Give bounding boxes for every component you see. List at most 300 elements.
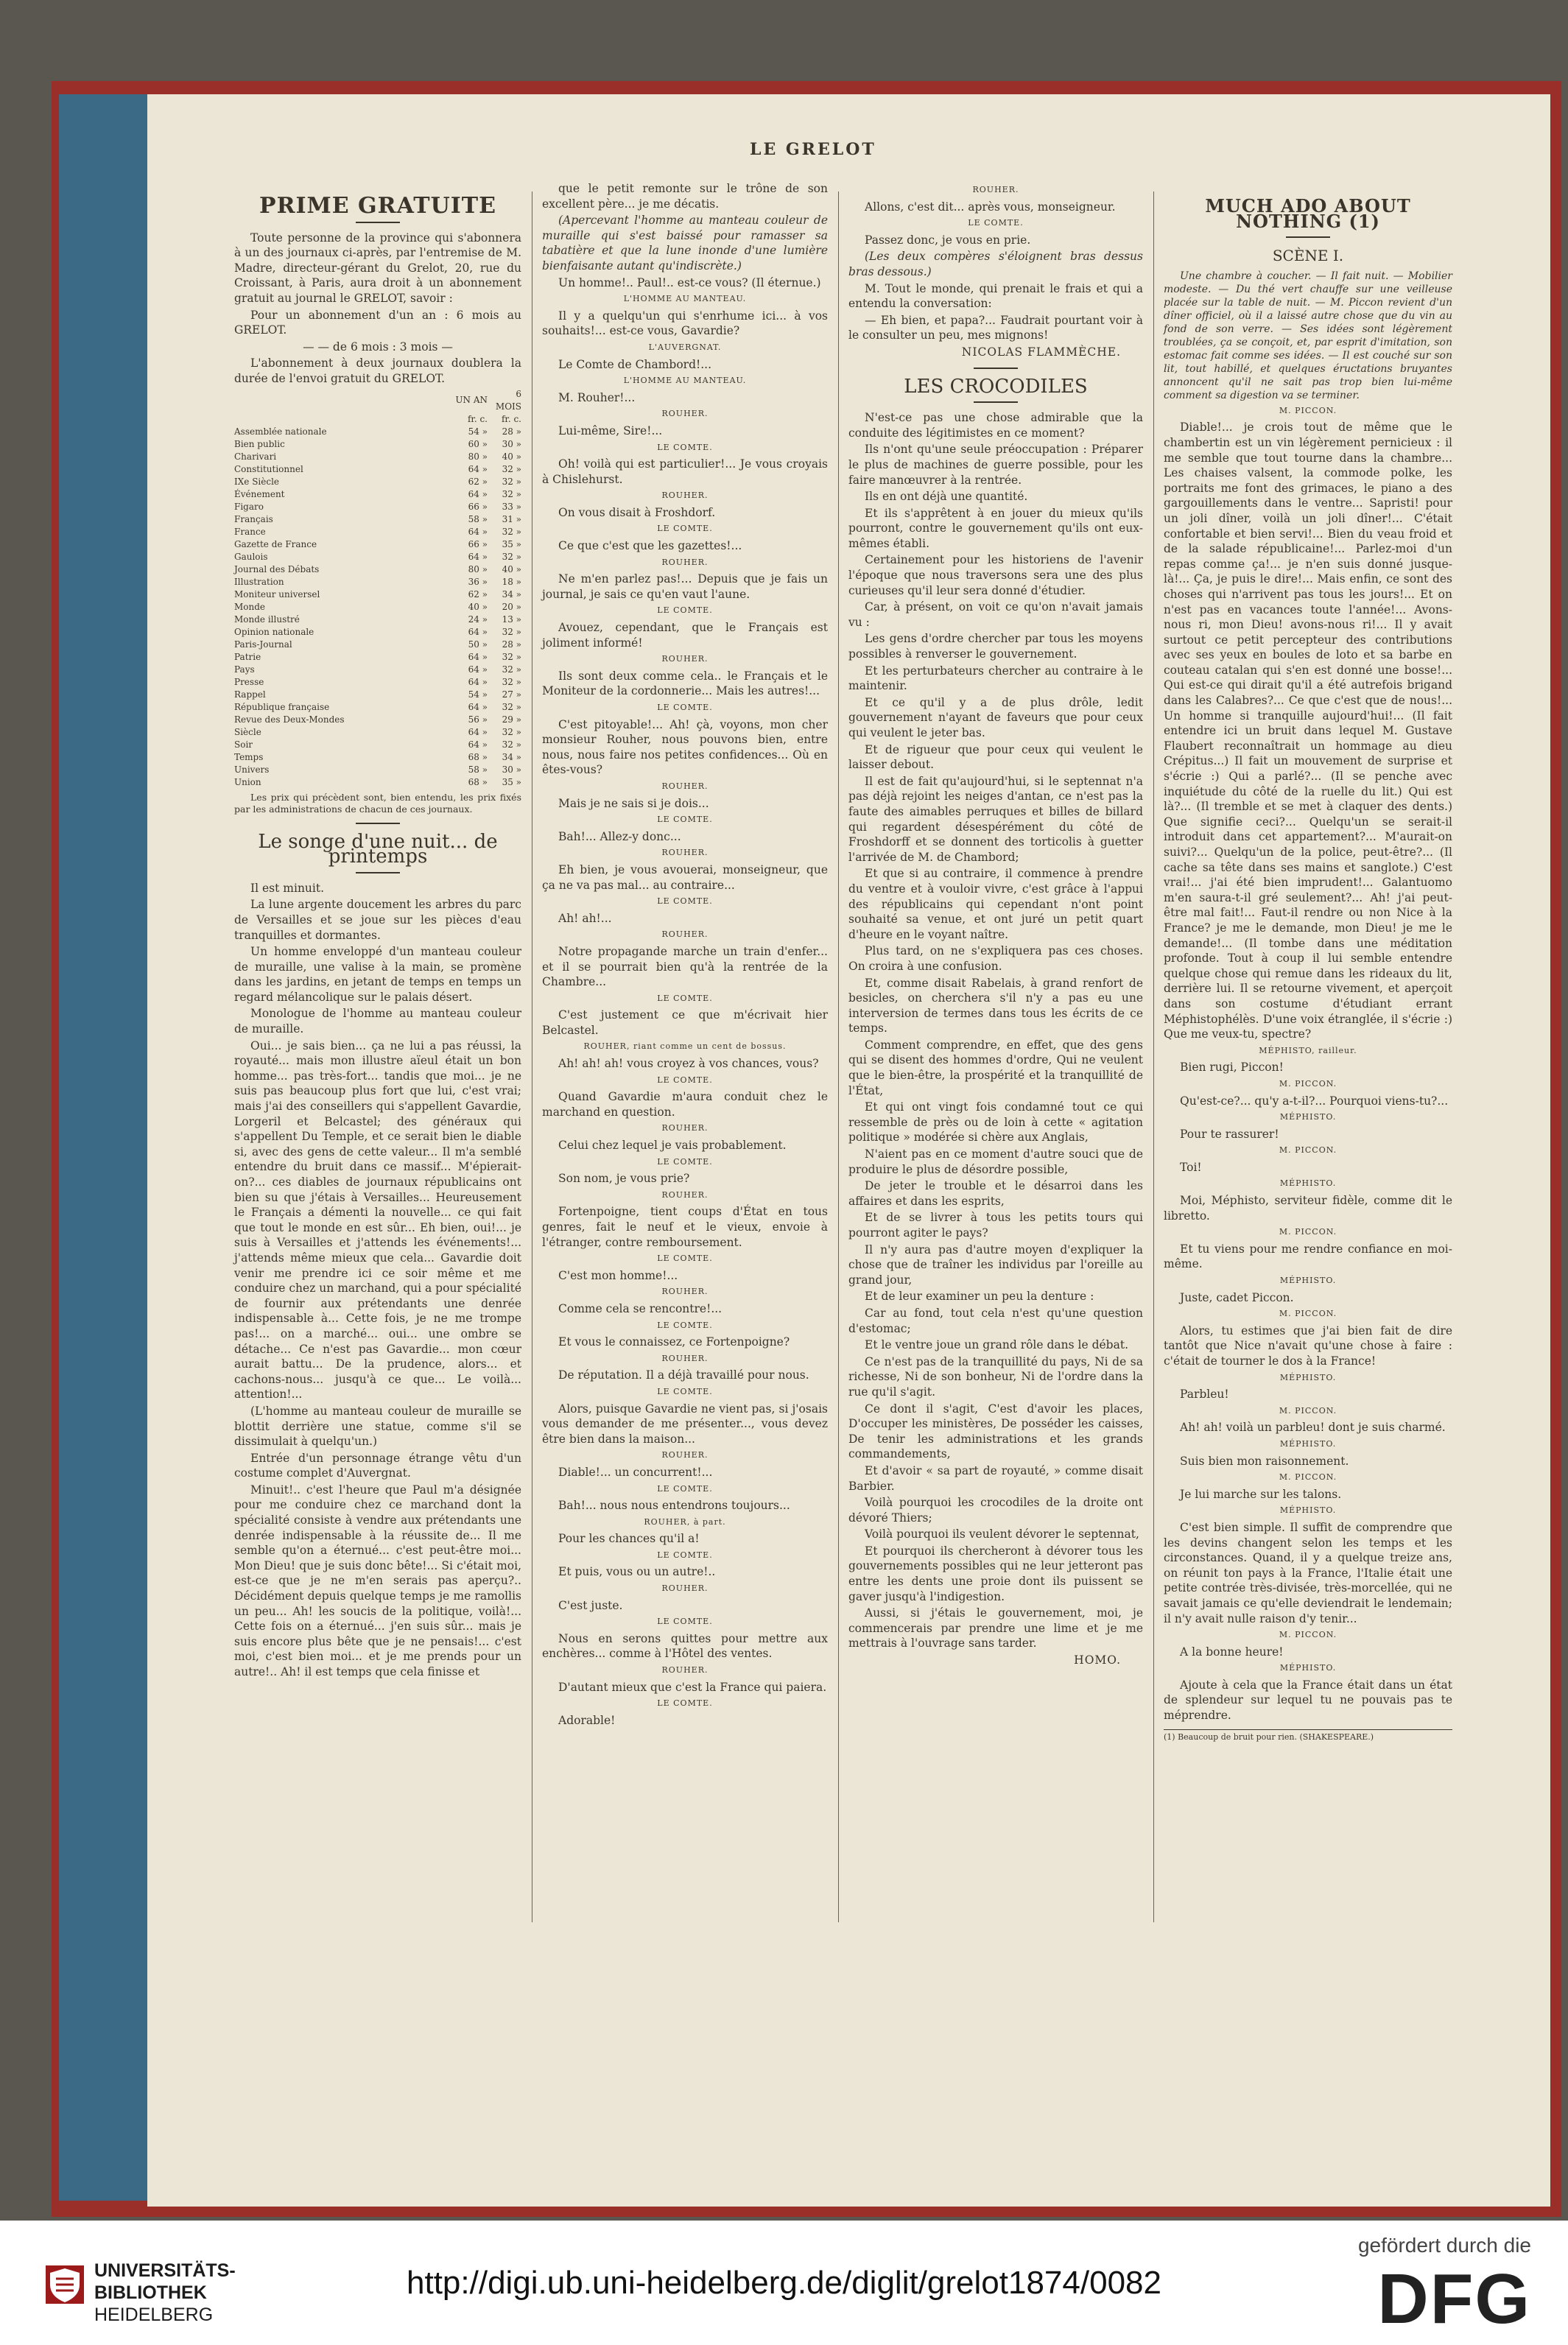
price-year: 80 » (468, 563, 488, 574)
signature: NICOLAS FLAMMÈCHE. (961, 345, 1121, 359)
prime-intro: Toute personne de la province qui s'abonnera à un des journaux ci-après, par l'entremise de M. Madre, directeur-gérant du Grelot, 20, rue du Croissant, à Paris, aura droit à un abonnement gratuit au journal le GRELOT, savoir : (234, 231, 521, 305)
speaker-name: MÉPHISTO. (1279, 1178, 1337, 1189)
speaker-name: ROUHER. (661, 929, 709, 940)
speaker-name: ROUHER, riant comme un cent de bossus. (583, 1041, 787, 1052)
paragraph: N'est-ce pas une chose admirable que la conduite des légitimistes en ce moment? (848, 411, 1143, 440)
unit-half: fr. c. (501, 413, 521, 424)
text-line: C'est mon homme!... (558, 1268, 678, 1282)
paragraph: Et le ventre joue un grand rôle dans le débat. (865, 1338, 1128, 1352)
paragraph: Certainement pour les historiens de l'avenir l'époque que nous traversons sera une des plus curieuses qu'il leur sera donné d'étudier. (848, 553, 1143, 597)
price-year: 58 » (468, 764, 488, 775)
speaker-name: MÉPHISTO. (1279, 1276, 1337, 1286)
text-line: C'est justement ce que m'écrivait hier Belcastel. (542, 1008, 828, 1037)
price-year: 64 » (468, 726, 488, 737)
much-ado-body (1164, 404, 1452, 1723)
price-year: 64 » (468, 701, 488, 712)
divider (1286, 236, 1330, 238)
text-line: Toi! (1180, 1160, 1202, 1174)
paragraph: N'aient pas en ce moment d'autre souci que de produire le plus de désordre possible, (848, 1147, 1143, 1176)
journal-name: Événement (234, 488, 285, 499)
speaker-name: LE COMTE. (657, 896, 713, 907)
journal-row (234, 739, 521, 751)
col-header-year: UN AN (455, 395, 488, 406)
speaker-name: ROUHER. (661, 1450, 709, 1460)
paragraph: Voilà pourquoi ils veulent dévorer le septennat, (865, 1527, 1139, 1541)
price-half: 40 » (502, 451, 521, 462)
speaker-name: LE COMTE. (657, 1075, 713, 1085)
price-half: 32 » (502, 626, 521, 637)
text-line: Quand Gavardie m'aura conduit chez le marchand en question. (542, 1090, 828, 1119)
price-year: 50 » (468, 639, 488, 650)
speaker-name: ROUHER. (661, 1123, 709, 1133)
price-year: 40 » (468, 601, 488, 612)
speaker-name: ROUHER. (661, 848, 709, 858)
price-year: 54 » (468, 426, 488, 437)
text-line: Mais je ne sais si je dois... (558, 796, 709, 810)
speaker-name: MÉPHISTO. (1279, 1663, 1337, 1673)
marbled-board (59, 94, 147, 2201)
price-year: 60 » (468, 438, 488, 449)
speaker-name: MÉPHISTO. (1279, 1112, 1337, 1122)
text-line: Parbleu! (1180, 1388, 1229, 1402)
speaker-name: ROUHER. (972, 185, 1019, 194)
speaker-name: LE COMTE. (657, 1386, 713, 1396)
text-line: Diable!... je crois tout de même que le chambertin est un vin légèrement pernicieux : il me semble que tout tourne dans la chambre... Les chaises valsent, la commode polke, les portraits me font des grimaces, le piano a des gargouillements dans le ventre... Sapristi! pour un joli dîner, voilà un joli dîner!... C'était confortable et bien servi!... Bien du veau froid et de la salade républicaine!... Parlez-moi d'un repas comme ça!... je n'en suis donné jusque-là!... Ça, je puis le dire!... Mais enfin, ce sont des choses qui n'arrivent pas tous les jours!... Et on n'est pas en vacances toute l'année!... Avons-nous ri, mon Dieu! avons-nous ri!... Il y avait surtout ce petit percepteur des contributions avec ses yeux en boules de loto et sa barbe en couteau catalan qui s'en est donné une bosse!... Qui est-ce qui dirait qu'il a été autrefois brigand dans les Calabres?... Ce que c'est que de nous!... Un homme si tranquille aujourd'hui!... (Il fait entendre ici un bruit dans lequel M. Gustave Flaubert reconnaîtrait un hommage au dieu Crépitus...) Il fait un mouvement de surprise et s'écrie :) Qui a parlé?... (Il se penche avec inquiétude du côté de la ruelle du lit.) Qui est là?... (Il tremble et se met à claquer des dents.) Que signifie ceci?... Quelqu'un se serait-il introduit dans cet appartement?... M'aurait-on suivi?... Quelqu'un de la police, peut-être?... (Il cache sa tête dans ses mains et sanglote.) C'est vrai!... j'ai été bien imprudent!... Galantuomo m'en saura-t-il gré seulement?... Ah! j'ai peut-être mal fait!... Faut-il rendre ou non Nice à la France? je me le demande, mon Dieu! je me le demande!... (Il tombe dans une méditation profonde. Tout à coup il lui semble entendre quelque chose qui remue dans les rideaux du lit, derrière lui. Il se retourne vivement, et aperçoit dans son costume d'étudiant errant Méphistophélès. D'une voix étranglée, il s'écrie :) Que me veux-tu, spectre? (1164, 421, 1452, 1041)
speaker-name: ROUHER. (661, 781, 709, 791)
page-content (234, 140, 1530, 2179)
price-year: 64 » (468, 488, 488, 499)
journal-row (234, 576, 521, 588)
songe-body (234, 881, 521, 1680)
price-year: 64 » (468, 739, 488, 750)
footnote: (1) Beaucoup de bruit pour rien. (SHAKESPEARE.) (1164, 1729, 1452, 1743)
paragraph: Et pourquoi ils chercheront à dévorer tous les gouvernements possibles qui ne leur jetteront pas entre les dents une proie dont ils puissent se gaver jusqu'à l'indigestion. (848, 1544, 1143, 1603)
speaker-name: LE COMTE. (657, 1156, 713, 1167)
speaker-name: ROUHER. (661, 1583, 709, 1594)
paragraph: Ce dont il s'agit, C'est d'avoir les places, D'occuper les ministères, De posséder les caisses, De tenir les administrations et les grands commandements, (848, 1402, 1143, 1461)
speaker-name: LE COMTE. (657, 815, 713, 825)
dialogue-end (848, 183, 1143, 343)
journal-row (234, 476, 521, 488)
price-half: 32 » (502, 551, 521, 562)
text-line: Comme cela se rencontre!... (558, 1301, 723, 1315)
journal-name: Assemblée nationale (234, 426, 327, 437)
text-line: Bien rugi, Piccon! (1180, 1061, 1284, 1075)
paragraph: La lune argente doucement les arbres du parc de Versailles et se joue sur les pièces d'eau tranquilles et dormantes. (234, 898, 521, 942)
text-line: Ajoute à cela que la France était dans un état de splendeur sur lequel tu ne pouvais pas te méprendre. (1164, 1678, 1452, 1723)
journal-name: Opinion nationale (234, 626, 314, 637)
speaker-name: L'HOMME AU MANTEAU. (623, 294, 747, 304)
journal-name: Monde (234, 601, 266, 612)
text-line: Adorable! (558, 1713, 616, 1727)
price-half: 32 » (502, 488, 521, 499)
price-half: 28 » (502, 639, 521, 650)
paragraph: Il est minuit. (250, 881, 325, 895)
paragraph: Et qui ont vingt fois condamné tout ce qui ressemble de près ou de loin à cette « agitation politique » modérée si chère aux Anglais, (848, 1100, 1143, 1145)
price-half: 33 » (502, 501, 521, 512)
text-line: Diable!... un concurrent!... (558, 1465, 713, 1479)
journal-row (234, 588, 521, 601)
text-line: Suis bien mon raisonnement. (1180, 1454, 1349, 1468)
text-line: De réputation. Il a déjà travaillé pour nous. (558, 1368, 809, 1382)
text-line: C'est juste. (558, 1598, 623, 1612)
text-line: Eh bien, je vous avouerai, monseigneur, que ça ne va pas mal... au contraire... (542, 862, 828, 892)
journal-name: Union (234, 776, 261, 787)
text-line: Lui-même, Sire!... (558, 423, 663, 437)
journal-row (234, 451, 521, 463)
text-line: Ah! ah! voilà un parbleu! dont je suis charmé. (1180, 1421, 1446, 1435)
journal-row (234, 751, 521, 764)
text-line: D'autant mieux que c'est la France qui paiera. (558, 1680, 827, 1694)
journal-row (234, 626, 521, 639)
journal-name: Bien public (234, 438, 285, 449)
text-line: Un homme!.. Paul!.. est-ce vous? (Il éternue.) (558, 275, 821, 289)
journal-name: Journal des Débats (234, 563, 320, 574)
journal-row (234, 488, 521, 501)
paragraph: Et d'avoir « sa part de royauté, » comme disait Barbier. (848, 1463, 1143, 1493)
price-half: 32 » (502, 526, 521, 537)
price-year: 62 » (468, 588, 488, 600)
paragraph: Et que si au contraire, il commence à prendre du ventre et à vouloir vivre, c'est grâce à l'appui des républicains qui cependant n'ont point souhaité sa venue, et ont juré un petit quart d'heure en le voyant naître. (848, 867, 1143, 941)
price-half: 31 » (502, 513, 521, 524)
column-rule (838, 191, 839, 1922)
paragraph: Ils en ont déjà une quantité. (865, 490, 1028, 504)
permalink[interactable]: http://digi.ub.uni-heidelberg.de/diglit/grelot1874/0082 (407, 2265, 1161, 2301)
journal-row (234, 676, 521, 689)
speaker-name: ROUHER. (661, 1287, 709, 1297)
text-line: Celui chez lequel je vais probablement. (558, 1139, 787, 1153)
price-half: 32 » (502, 676, 521, 687)
text-line: On vous disait à Froshdorf. (558, 505, 716, 519)
speaker-name: LE COMTE. (657, 1698, 713, 1709)
text-line: M. Tout le monde, qui prenait le frais et qui a entendu la conversation: (848, 281, 1143, 311)
paragraph: Car au fond, tout cela n'est qu'une question d'estomac; (848, 1306, 1143, 1335)
price-year: 64 » (468, 626, 488, 637)
price-year: 68 » (468, 751, 488, 762)
text-line: Je lui marche sur les talons. (1180, 1487, 1342, 1501)
price-table (234, 388, 521, 789)
scene-title: SCÈNE I. (1272, 247, 1344, 265)
price-year: 62 » (468, 476, 488, 487)
price-year: 64 » (468, 526, 488, 537)
speaker-name: LE COMTE. (657, 993, 713, 1003)
price-half: 13 » (502, 614, 521, 625)
paragraph: Monologue de l'homme au manteau couleur de muraille. (234, 1007, 521, 1036)
journal-row (234, 776, 521, 789)
column-3 (848, 181, 1143, 1668)
songe-title: Le songe d'une nuit... de printemps (258, 830, 498, 868)
text-line: Bah!... nous nous entendrons toujours... (558, 1499, 790, 1513)
price-half: 32 » (502, 664, 521, 675)
price-half: 32 » (502, 651, 521, 662)
price-year: 66 » (468, 501, 488, 512)
price-half: 29 » (502, 714, 521, 725)
journal-row (234, 664, 521, 676)
journal-name: Moniteur universel (234, 588, 320, 600)
col-header-half: 6 MOIS (495, 388, 521, 412)
speaker-name: M. PICCON. (1279, 1309, 1337, 1319)
speaker-name: MÉPHISTO, railleur. (1259, 1045, 1357, 1055)
journal-row (234, 426, 521, 438)
journal-name: Figaro (234, 501, 264, 512)
text-line: Ah! ah! ah! vous croyez à vos chances, vous? (558, 1057, 819, 1071)
journal-name: Charivari (234, 451, 277, 462)
divider (974, 401, 1018, 403)
text-line: Passez donc, je vous en prie. (865, 233, 1031, 247)
text-line: Ne m'en parlez pas!... Depuis que je fais un journal, je sais ce qu'en vaut l'aune. (542, 572, 828, 601)
price-half: 30 » (502, 764, 521, 775)
price-year: 64 » (468, 463, 488, 474)
text-line: Qu'est-ce?... qu'y a-t-il?... Pourquoi viens-tu?... (1180, 1094, 1449, 1108)
uni-name-line2: BIBLIOTHEK (94, 2282, 207, 2303)
speaker-name: LE COMTE. (657, 1550, 713, 1560)
text-line: que le petit remonte sur le trône de son excellent père... je me décatis. (542, 182, 828, 211)
journal-row (234, 601, 521, 614)
journal-row (234, 701, 521, 714)
paragraph: Entrée d'un personnage étrange vêtu d'un costume complet d'Auvergnat. (234, 1451, 521, 1480)
text-line: (Apercevant l'homme au manteau couleur de muraille qui s'est baissé pour ramasser sa tabatière et que la lune inonde d'une lumière bienfaisante autant qu'indiscrète.) (542, 214, 828, 273)
journal-name: IXe Siècle (234, 476, 280, 487)
speaker-name: M. PICCON. (1279, 1405, 1337, 1416)
price-year: 36 » (468, 576, 488, 587)
paragraph: Et de leur examiner un peu la denture : (865, 1290, 1094, 1304)
journal-name: Revue des Deux-Mondes (234, 714, 345, 725)
price-half: 30 » (502, 438, 521, 449)
uni-name-line3: HEIDELBERG (94, 2304, 214, 2325)
viewer-footer (0, 2221, 1568, 2345)
speaker-name: MÉPHISTO. (1279, 1505, 1337, 1516)
speaker-name: ROUHER. (661, 491, 709, 501)
text-line: Allons, c'est dit... après vous, monseigneur. (865, 200, 1116, 214)
price-year: 54 » (468, 689, 488, 700)
journal-row (234, 551, 521, 563)
journal-name: Siècle (234, 726, 261, 737)
speaker-name: M. PICCON. (1279, 1472, 1337, 1483)
text-line: Alors, tu estimes que j'ai bien fait de dire tantôt que Nice n'avait qu'une chose à faire : c'était de tourner le dos à la France! (1164, 1323, 1452, 1368)
paragraph: Plus tard, on ne s'expliquera pas ces choses. On croira à une confusion. (848, 944, 1143, 973)
journal-name: République française (234, 701, 330, 712)
speaker-name: L'HOMME AU MANTEAU. (623, 376, 747, 386)
text-line: Juste, cadet Piccon. (1180, 1290, 1294, 1304)
column-1 (234, 191, 521, 1681)
paragraph: Et ils s'apprêtent à en jouer du mieux qu'ils pourront, contre le gouvernement qu'ils ont eux-mêmes établi. (848, 506, 1143, 550)
journal-name: Rappel (234, 689, 266, 700)
price-year: 80 » (468, 451, 488, 462)
text-line: Alors, puisque Gavardie ne vient pas, si j'osais vous demander de me présenter..., vous devez être bien dans la maison... (542, 1402, 828, 1446)
journal-row (234, 526, 521, 538)
text-line: Ils sont deux comme cela.. le Français et le Moniteur de la cordonnerie... Mais les autres!... (542, 669, 828, 698)
text-line: Et tu viens pour me rendre confiance en moi-même. (1164, 1242, 1452, 1271)
column-rule (1153, 191, 1154, 1922)
journal-name: Pays (234, 664, 255, 675)
journal-row (234, 651, 521, 664)
journal-row (234, 513, 521, 526)
journal-row (234, 438, 521, 451)
stage-direction: Une chambre à coucher. — Il fait nuit. — Mobilier modeste. — Du thé vert chauffe sur une veilleuse placée sur la table de nuit. — M. Piccon revient d'un dîner officiel, où il a laissé autre chose que du vin au fond de son verre. — Ses idées sont légèrement troublées, ça se conçoit, et, par esprit d'imitation, son estomac fait comme ses idées. — Il est couché sur son lit, tout habillé, et quelques éructations bruyantes annoncent qu'il ne sait pas trop bien lui-même comment sa digestion va se terminer. (1164, 270, 1452, 401)
journal-name: Gaulois (234, 551, 268, 562)
price-year: 68 » (468, 776, 488, 787)
journal-row (234, 689, 521, 701)
column-2 (542, 181, 828, 1729)
price-year: 64 » (468, 651, 488, 662)
speaker-name: ROUHER. (661, 557, 709, 567)
paragraph: De jeter le trouble et le désarroi dans les affaires et dans les esprits, (848, 1179, 1143, 1208)
price-half: 28 » (502, 426, 521, 437)
paragraph: Et de se livrer à tous les petits tours qui pourront agiter le pays? (848, 1211, 1143, 1240)
signature: HOMO. (1074, 1653, 1121, 1667)
text-line: Avouez, cependant, que le Français est joliment informé! (542, 621, 828, 650)
speaker-name: LE COMTE. (657, 703, 713, 712)
price-half: 32 » (502, 739, 521, 750)
text-line: — Eh bien, et papa?... Faudrait pourtant voir à le consulter un peu, mes mignons! (848, 313, 1143, 342)
speaker-name: ROUHER. (661, 1353, 709, 1363)
price-header-row (234, 388, 521, 413)
journal-name: France (234, 526, 266, 537)
divider (356, 222, 400, 223)
price-half: 34 » (502, 751, 521, 762)
journal-row (234, 538, 521, 551)
paragraph: Et ce qu'il y a de plus drôle, ledit gouvernement n'ayant de faveurs que pour ceux qui veulent le jeter bas. (848, 695, 1143, 739)
text-line: C'est pitoyable!... Ah! çà, voyons, mon cher monsieur Rouher, nous pouvons bien, entre nous, nous faire nos petites confidences... Où en êtes-vous? (542, 717, 828, 777)
speaker-name: M. PICCON. (1279, 1078, 1337, 1089)
journal-name: Français (234, 513, 273, 524)
journal-name: Presse (234, 676, 264, 687)
text-line: M. Rouher!... (558, 390, 636, 404)
paragraph: Et, comme disait Rabelais, à grand renfort de besicles, on cherchera s'il n'y a pas eu une interversion de termes dans tous les écrits de ce temps. (848, 976, 1143, 1036)
paragraph: (L'homme au manteau couleur de muraille se blottit derrière une statue, comme s'il se dissimulait à quelqu'un.) (234, 1404, 521, 1449)
text-line: Ah! ah!... (558, 911, 612, 925)
price-year: 24 » (468, 614, 488, 625)
speaker-name: M. PICCON. (1279, 1630, 1337, 1640)
unit-year: fr. c. (467, 413, 488, 424)
speaker-name: LE COMTE. (657, 524, 713, 534)
journal-row (234, 563, 521, 576)
paragraph: Et les perturbateurs chercher au contraire à le maintenir. (848, 664, 1143, 693)
paragraph: Oui... je sais bien... ça ne lui a pas réussi, la royauté... mais mon illustre aïeul était un bon homme... pas très-fort... tandis que moi... je ne suis pas beaucoup plus fort que lui, c'est vrai; mais j'ai des conseillers qui s'appellent Gavardie, Lorgeril et Belcastel; des généraux qui s'appellent Du Temple, et ce serait bien le diable si, avec des gens de cette valeur... Il m'a semblé entendre du bruit dans ce massif... M'épierait-on?... ces diables de journaux républicains ont bien su que j'étais à Versailles... Heureusement le Français a démenti la nouvelle... ce qui fait que tout le monde en est sûr... Eh bien, oui!... je suis à Versailles et j'attends les événements!... j'attends même mieux que cela... Gavardie doit venir me prendre ici ce soir même et me conduire chez un marchand, qui a pour spécialité de fournir aux prétendants une denrée indispensable à... Cette fois, je ne me trompe pas!... on a marché... oui... une ombre se détache... Ce n'est pas Gavardie... mon cœur aurait battu... De la prudence, alors... et cachons-nous... jusqu'à ce que... Le voilà... attention!... (234, 1038, 521, 1402)
speaker-name: LE COMTE. (657, 605, 713, 616)
text-line: Oh! voilà qui est particulier!... Je vous croyais à Chislehurst. (542, 457, 828, 486)
newspaper-page (147, 94, 1550, 2207)
sponsor-text: gefördert durch die (1357, 2234, 1531, 2257)
paragraph: Voilà pourquoi les crocodiles de la droite ont dévoré Thiers; (848, 1496, 1143, 1525)
prime-offer-half: — — de 6 mois : 3 mois — (303, 340, 453, 354)
price-half: 32 » (502, 463, 521, 474)
uni-name-line1: UNIVERSITÄTS- (94, 2260, 236, 2281)
speaker-name: ROUHER, à part. (644, 1516, 726, 1527)
prime-title: PRIME GRATUITE (259, 193, 496, 219)
much-ado-title: MUCH ADO ABOUT NOTHING (1) (1205, 195, 1411, 232)
text-line: Son nom, je vous prie? (558, 1172, 690, 1186)
text-line: Le Comte de Chambord!... (558, 357, 712, 371)
journal-row (234, 614, 521, 626)
crocodiles-body (848, 410, 1143, 1651)
dfg-logo: DFG (1377, 2260, 1531, 2338)
price-half: 40 » (502, 563, 521, 574)
speaker-name: LE COMTE. (657, 1483, 713, 1494)
journal-name: Gazette de France (234, 538, 317, 549)
paragraph: Minuit!.. c'est l'heure que Paul m'a désignée pour me conduire chez ce marchand dont la spécialité consiste à vendre aux prétendants une denrée indispensable à la réussite de... Il me semble qu'on a éternué... c'est peut-être moi... Mon Dieu! que je suis donc bête!... Si c'était moi, est-ce que je ne m'en serais pas aperçu?.. Décidément depuis quelque temps je me ramollis un peu... Ah! les soucis de la politique, voilà!... Cette fois on a éternué... j'en suis sûr... mais je suis encore plus bête que je ne pensais!... c'est moi, c'est bien moi... et je me prends pour un autre!.. Ah! il est temps que cela finisse et (234, 1483, 521, 1678)
paragraph: Ce n'est pas de la tranquillité du pays, Ni de sa richesse, Ni de son bonheur, Ni de l'ordre dans la rue qu'il s'agit. (848, 1354, 1143, 1399)
price-half: 27 » (502, 689, 521, 700)
price-half: 35 » (502, 776, 521, 787)
journal-name: Monde illustré (234, 614, 300, 625)
text-line: Fortenpoigne, tient coups d'État en tous genres, fait le neuf et le vieux, envoie à l'étranger, contre remboursement. (542, 1205, 828, 1249)
paragraph: Et de rigueur que pour ceux qui veulent le laisser debout. (848, 742, 1143, 772)
paragraph: Les gens d'ordre chercher par tous les moyens possibles à renverser le gouvernement. (848, 632, 1143, 661)
text-line: Nous en serons quittes pour mettre aux enchères... comme à l'Hôtel des ventes. (542, 1631, 828, 1661)
column-4 (1164, 191, 1452, 1743)
text-line: Et puis, vous ou un autre!.. (558, 1565, 716, 1579)
price-year: 56 » (468, 714, 488, 725)
price-year: 66 » (468, 538, 488, 549)
prime-offer-year: Pour un abonnement d'un an : 6 mois au GRELOT. (234, 308, 521, 337)
speaker-name: ROUHER. (661, 654, 709, 664)
text-line: A la bonne heure! (1180, 1645, 1284, 1659)
speaker-name: LE COMTE. (657, 1320, 713, 1330)
speaker-name: ROUHER. (661, 1665, 709, 1676)
journal-name: Paris-Journal (234, 639, 292, 650)
price-half: 35 » (502, 538, 521, 549)
prime-double: L'abonnement à deux journaux doublera la durée de l'envoi gratuit du GRELOT. (234, 356, 521, 385)
text-line: Et vous le connaissez, ce Fortenpoigne? (558, 1335, 790, 1349)
speaker-name: MÉPHISTO. (1279, 1438, 1337, 1449)
price-unit-row (234, 413, 521, 426)
journal-name: Temps (234, 751, 264, 762)
journal-row (234, 501, 521, 513)
journal-name: Constitutionnel (234, 463, 303, 474)
speaker-name: LE COMTE. (657, 1617, 713, 1627)
journal-name: Patrie (234, 651, 261, 662)
journal-row (234, 726, 521, 739)
price-year: 58 » (468, 513, 488, 524)
text-line: Bah!... Allez-y donc... (558, 829, 681, 843)
paragraph: Aussi, si j'étais le gouvernement, moi, je commencerais par prendre une lime et je me mettrais à l'ouvrage sans tarder. (848, 1606, 1143, 1650)
journal-name: Illustration (234, 576, 284, 587)
paragraph: Comment comprendre, en effet, que des gens qui se disent des hommes d'ordre, Qui ne veulent que le bien-être, la prospérité et la tranquillité de l'État, (848, 1038, 1143, 1097)
text-line: Moi, Méphisto, serviteur fidèle, comme dit le libretto. (1164, 1194, 1452, 1223)
price-half: 18 » (502, 576, 521, 587)
text-line: Il y a quelqu'un qui s'enrhume ici... à vos souhaits!... est-ce vous, Gavardie? (542, 309, 828, 338)
text-line: Ce que c'est que les gazettes!... (558, 539, 742, 553)
prime-note: Les prix qui précèdent sont, bien entendu, les prix fixés par les administrations de chacun de ces journaux. (234, 791, 521, 815)
speaker-name: ROUHER. (661, 409, 709, 419)
speaker-name: LE COMTE. (657, 442, 713, 452)
divider (356, 872, 400, 873)
paragraph: Il est de fait qu'aujourd'hui, si le septennat n'a pas déjà rejoint les neiges d'antan, ce n'est pas la faute des aimables perruques et billes de billard qui regardent désespérément du côté de Froshdorff et se donnent des torticolis à guetter l'arrivée de M. de Chambord; (848, 774, 1143, 864)
paragraph: Car, à présent, on voit ce qu'on n'avait jamais vu : (848, 600, 1143, 629)
journal-name: Soir (234, 739, 253, 750)
text-line: Pour te rassurer! (1180, 1127, 1279, 1141)
price-year: 64 » (468, 676, 488, 687)
running-head: LE GRELOT (750, 140, 876, 159)
divider (974, 368, 1018, 369)
speaker-name: L'AUVERGNAT. (648, 342, 722, 352)
price-half: 32 » (502, 476, 521, 487)
journal-row (234, 463, 521, 476)
price-half: 32 » (502, 726, 521, 737)
text-line: Pour les chances qu'il a! (558, 1532, 700, 1546)
divider (356, 823, 400, 824)
journal-row (234, 714, 521, 726)
price-half: 20 » (502, 601, 521, 612)
price-half: 34 » (502, 588, 521, 600)
crocodiles-title: LES CROCODILES (904, 375, 1088, 398)
speaker-name: ROUHER. (661, 1189, 709, 1200)
speaker-name: M. PICCON. (1279, 1145, 1337, 1156)
price-half: 32 » (502, 701, 521, 712)
speaker-name: M. PICCON. (1279, 405, 1337, 415)
price-year: 64 » (468, 664, 488, 675)
